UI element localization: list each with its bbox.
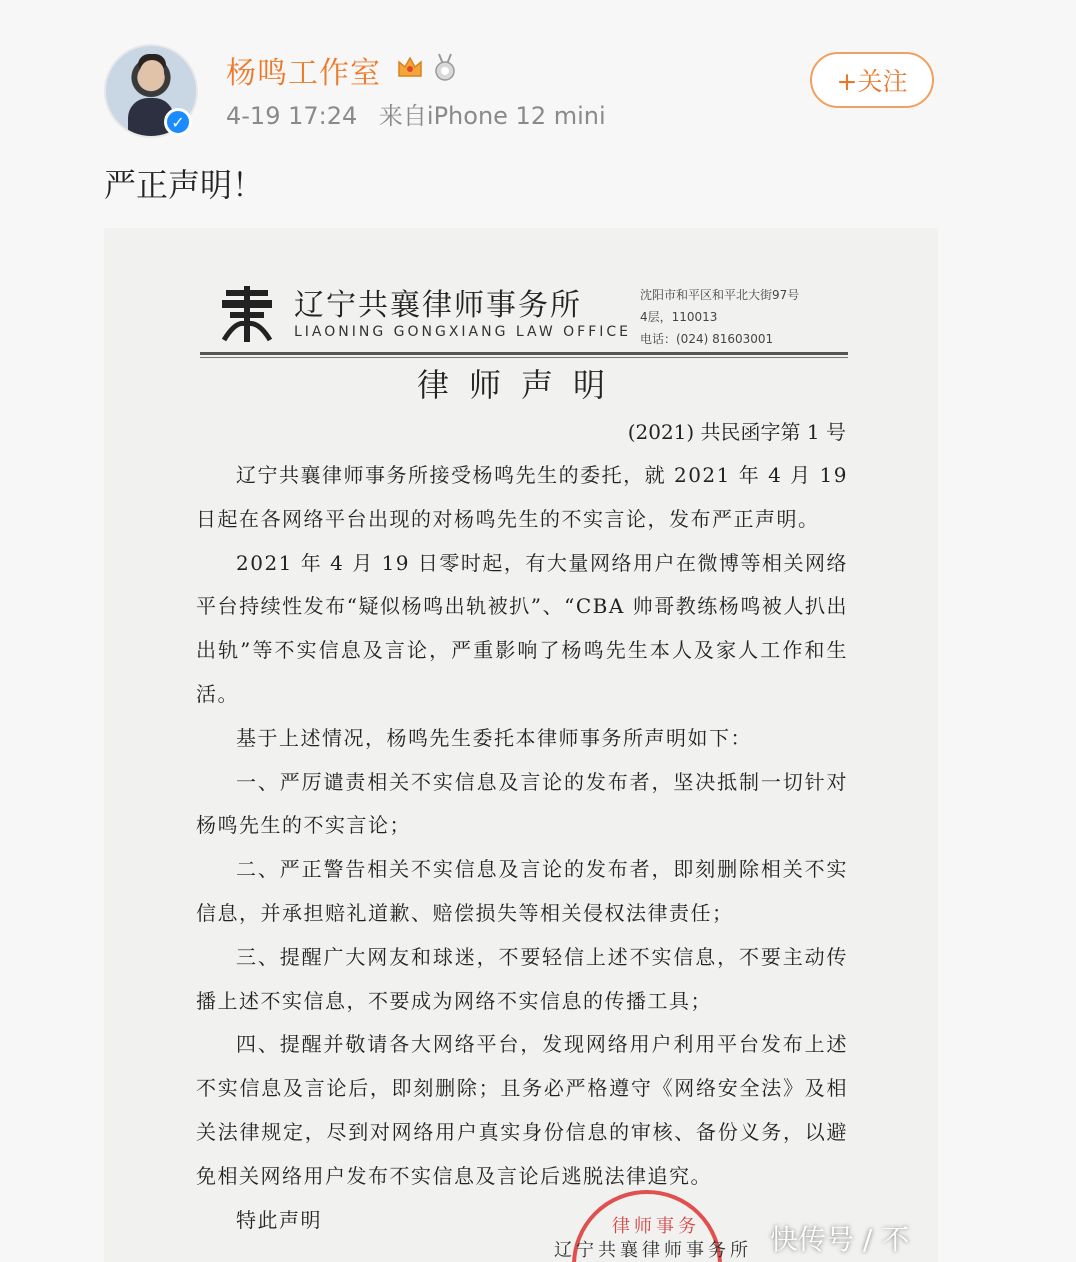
post-text: 严正声明！	[104, 166, 265, 204]
weibo-post-header	[0, 0, 1076, 228]
author-name[interactable]: 杨鸣工作室	[226, 56, 381, 91]
document-number: (2021) 共民函字第 1 号	[627, 420, 846, 444]
verified-badge-icon: ✓	[164, 108, 192, 136]
paragraph: 三、提醒广大网友和球迷，不要轻信上述不实信息，不要主动传播上述不实信息，不要成为网络不实信息的传播工具；	[196, 944, 848, 1013]
letterhead-divider-thin	[200, 357, 848, 358]
crown-icon	[396, 54, 424, 80]
letterhead-divider	[200, 352, 848, 355]
post-meta	[226, 96, 620, 131]
firm-name-en: LIAONING GONGXIANG LAW OFFICE	[294, 324, 632, 340]
paragraph: 一、严厉谴责相关不实信息及言论的发布者，坚决抵制一切针对杨鸣先生的不实言论；	[196, 769, 848, 838]
document-body	[196, 454, 848, 1242]
statement-image[interactable]	[104, 228, 938, 1262]
document-title: 律师声明	[416, 366, 625, 404]
medal-icon	[432, 52, 458, 82]
paragraph: 辽宁共襄律师事务所接受杨鸣先生的委托，就 2021 年 4 月 19 日起在各网络平台出现的对杨鸣先生的不实言论，发布严正声明。	[196, 463, 848, 531]
paragraph: 基于上述情况，杨鸣先生委托本律师事务所声明如下：	[236, 725, 752, 750]
seal-text: 律师事务	[612, 1216, 700, 1237]
law-firm-logo	[216, 284, 278, 344]
follow-button[interactable]: +关注	[810, 52, 934, 108]
paragraph: 二、严正警告相关不实信息及言论的发布者，即刻删除相关不实信息，并承担赔礼道歉、赔偿损失等相关侵权法律责任；	[196, 857, 848, 925]
signature-firm: 辽宁共襄律师事务所	[554, 1240, 752, 1261]
watermark: 快传号 / 不	[770, 1223, 910, 1256]
post-time: 4-19 17:24	[226, 102, 358, 130]
avatar-face	[140, 60, 164, 90]
paragraph: 2021 年 4 月 19 日零时起，有大量网络用户在微博等相关网络平台持续性发布“疑似杨鸣出轨被扒”、“CBA 帅哥教练杨鸣被人扒出出轨”等不实信息及言论，严重影响了杨鸣先生本人及家人工作和生活。	[196, 550, 848, 706]
firm-address: 沈阳市和平区和平北大街97号 4层，110013 电话：(024) 81603001	[640, 288, 800, 346]
paragraph: 四、提醒并敬请各大网络平台，发现网络用户利用平台发布上述不实信息及言论后，即刻删除；且务必严格遵守《网络安全法》及相关法律规定，尽到对网络用户真实身份信息的审核、备份义务，以避免相关网络用户发布不实信息及言论后逃脱法律追究。	[196, 1032, 848, 1188]
post-source[interactable]: 来自iPhone 12 mini	[378, 102, 606, 130]
paragraph: 特此声明	[236, 1207, 322, 1232]
firm-name-cn: 辽宁共襄律师事务所	[294, 288, 582, 323]
